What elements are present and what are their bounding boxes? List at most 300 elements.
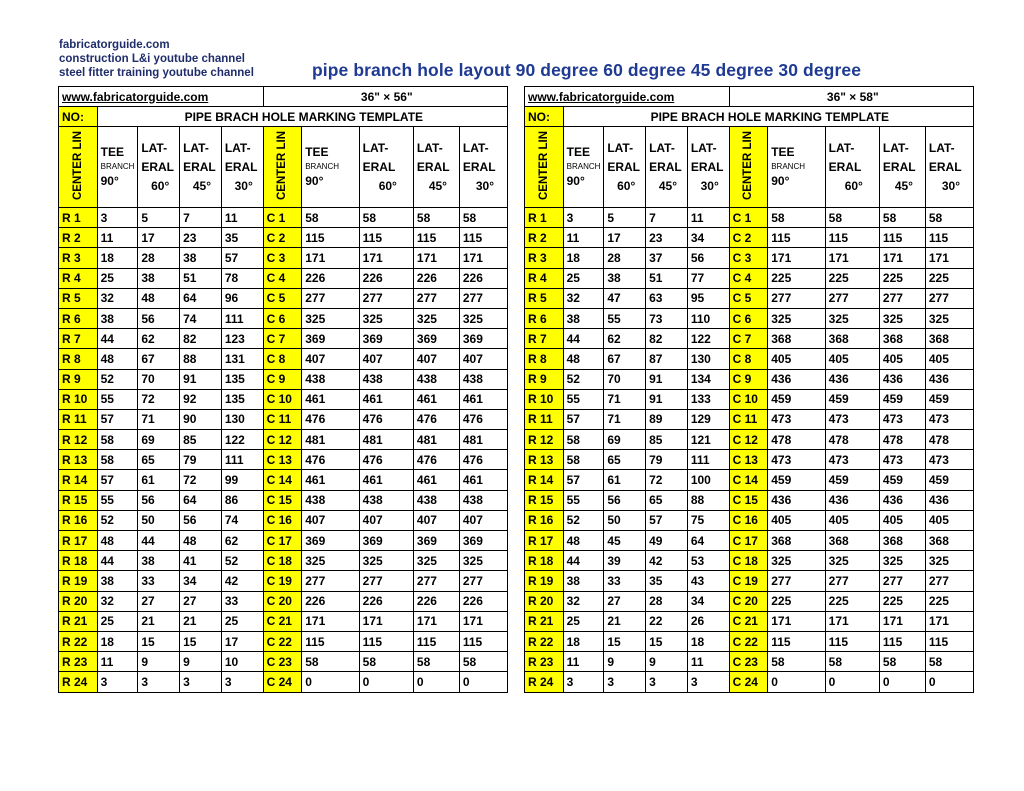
table-cell: 87 <box>646 349 688 369</box>
table-row <box>525 490 974 510</box>
table-cell: 121 <box>687 430 729 450</box>
row-label: C 1 <box>263 208 302 228</box>
row-label: C 19 <box>729 571 768 591</box>
row-label: R 20 <box>59 591 98 611</box>
table-cell: 38 <box>138 268 180 288</box>
table-cell: 459 <box>825 389 879 409</box>
table-cell: 115 <box>925 631 973 651</box>
table-cell: 459 <box>925 389 973 409</box>
center-line-header-c <box>263 127 302 208</box>
table-cell: 225 <box>768 268 825 288</box>
row-label: R 18 <box>59 551 98 571</box>
table-cell: 62 <box>604 329 646 349</box>
table-cell: 481 <box>459 430 507 450</box>
table-cell: 461 <box>359 470 413 490</box>
template-title: PIPE BRACH HOLE MARKING TEMPLATE <box>563 107 973 127</box>
row-label: R 19 <box>59 571 98 591</box>
deg-30: 30° <box>234 178 253 193</box>
table-cell: 58 <box>413 208 459 228</box>
table-cell: 35 <box>221 228 263 248</box>
row-label: R 7 <box>525 329 564 349</box>
table-row <box>59 571 508 591</box>
row-label: R 12 <box>59 430 98 450</box>
table-cell: 38 <box>97 308 138 328</box>
row-label: R 22 <box>525 631 564 651</box>
table-cell: 61 <box>138 470 180 490</box>
deg-30: 30° <box>700 178 719 193</box>
table-cell: 71 <box>138 409 180 429</box>
table-cell: 17 <box>138 228 180 248</box>
table-cell: 55 <box>563 389 604 409</box>
table-cell: 25 <box>97 611 138 631</box>
row-label: C 13 <box>729 450 768 470</box>
table-cell: 72 <box>180 470 222 490</box>
row-label: C 12 <box>729 430 768 450</box>
table-cell: 32 <box>97 591 138 611</box>
table-cell: 88 <box>180 349 222 369</box>
table-cell: 3 <box>180 672 222 692</box>
row-label: C 21 <box>263 611 302 631</box>
table-row <box>525 571 974 591</box>
table-cell: 325 <box>413 551 459 571</box>
table-cell: 459 <box>825 470 879 490</box>
table-cell: 11 <box>687 208 729 228</box>
table-cell: 92 <box>180 389 222 409</box>
table-cell: 226 <box>359 591 413 611</box>
table-cell: 461 <box>302 470 359 490</box>
table-cell: 368 <box>925 329 973 349</box>
table-cell: 226 <box>359 268 413 288</box>
table-cell: 368 <box>825 329 879 349</box>
website-link[interactable]: www.fabricatorguide.com <box>525 87 730 107</box>
row-label: R 1 <box>59 208 98 228</box>
table-cell: 48 <box>563 349 604 369</box>
table-cell: 115 <box>413 228 459 248</box>
table-cell: 134 <box>687 369 729 389</box>
table-cell: 476 <box>413 409 459 429</box>
row-label: C 2 <box>729 228 768 248</box>
table-cell: 476 <box>413 450 459 470</box>
table-cell: 37 <box>646 248 688 268</box>
table-cell: 171 <box>359 611 413 631</box>
table-cell: 225 <box>925 591 973 611</box>
row-label: C 14 <box>729 470 768 490</box>
table-cell: 55 <box>97 389 138 409</box>
table-cell: 438 <box>413 490 459 510</box>
table-cell: 57 <box>646 510 688 530</box>
table-cell: 56 <box>138 490 180 510</box>
table-cell: 18 <box>97 248 138 268</box>
row-label: R 15 <box>525 490 564 510</box>
table-cell: 0 <box>413 672 459 692</box>
row-label: R 18 <box>525 551 564 571</box>
row-label: C 16 <box>263 510 302 530</box>
eral-label: ERAL <box>462 159 496 174</box>
table-cell: 57 <box>97 409 138 429</box>
table-cell: 438 <box>302 369 359 389</box>
table-cell: 0 <box>359 672 413 692</box>
table-cell: 325 <box>825 308 879 328</box>
table-cell: 461 <box>413 470 459 490</box>
row-label: R 23 <box>59 652 98 672</box>
table-cell: 11 <box>97 228 138 248</box>
table-cell: 473 <box>925 409 973 429</box>
table-cell: 478 <box>825 430 879 450</box>
table-cell: 28 <box>646 591 688 611</box>
col-lateral-45-c <box>413 127 459 208</box>
table-cell: 171 <box>825 248 879 268</box>
table-cell: 64 <box>687 531 729 551</box>
template-title: PIPE BRACH HOLE MARKING TEMPLATE <box>97 107 507 127</box>
deg-30: 30° <box>475 178 494 193</box>
table-cell: 58 <box>97 430 138 450</box>
table-row <box>59 430 508 450</box>
table-cell: 71 <box>604 409 646 429</box>
table-cell: 34 <box>180 571 222 591</box>
table-cell: 325 <box>302 551 359 571</box>
row-label: C 3 <box>729 248 768 268</box>
table-cell: 90 <box>180 409 222 429</box>
branch-label: BRANCH <box>305 162 339 171</box>
table-cell: 11 <box>563 228 604 248</box>
deg-60: 60° <box>378 178 397 193</box>
row-label: C 7 <box>729 329 768 349</box>
table-cell: 33 <box>138 571 180 591</box>
row-label: R 2 <box>525 228 564 248</box>
table-cell: 44 <box>563 551 604 571</box>
row-label: R 3 <box>525 248 564 268</box>
table-cell: 44 <box>138 531 180 551</box>
table-cell: 3 <box>97 672 138 692</box>
row-label: C 24 <box>263 672 302 692</box>
table-cell: 21 <box>180 611 222 631</box>
table-row <box>59 652 508 672</box>
row-label: C 13 <box>263 450 302 470</box>
table-cell: 27 <box>180 591 222 611</box>
row-label: C 8 <box>263 349 302 369</box>
table-cell: 0 <box>768 672 825 692</box>
table-cell: 438 <box>302 490 359 510</box>
table-cell: 481 <box>302 430 359 450</box>
row-label: R 11 <box>59 409 98 429</box>
col-lateral-30-c <box>925 127 973 208</box>
row-label: R 6 <box>59 308 98 328</box>
table-cell: 52 <box>221 551 263 571</box>
table-cell: 48 <box>563 531 604 551</box>
table-cell: 481 <box>359 430 413 450</box>
table-cell: 405 <box>879 510 925 530</box>
table-cell: 63 <box>646 288 688 308</box>
table-cell: 43 <box>687 571 729 591</box>
row-label: R 17 <box>525 531 564 551</box>
table-cell: 368 <box>768 329 825 349</box>
table-cell: 11 <box>221 208 263 228</box>
table-cell: 369 <box>413 329 459 349</box>
row-label: C 18 <box>263 551 302 571</box>
row-label: C 11 <box>729 409 768 429</box>
table-cell: 110 <box>687 308 729 328</box>
table-cell: 473 <box>825 409 879 429</box>
table-cell: 25 <box>563 611 604 631</box>
row-label: C 19 <box>263 571 302 591</box>
table-cell: 130 <box>687 349 729 369</box>
table-cell: 277 <box>879 571 925 591</box>
center-line-label: CENTER LIN <box>742 131 755 200</box>
table-cell: 226 <box>413 591 459 611</box>
table-cell: 74 <box>180 308 222 328</box>
table-cell: 58 <box>563 430 604 450</box>
table-cell: 277 <box>459 571 507 591</box>
table-cell: 82 <box>646 329 688 349</box>
eral-label: ERAL <box>416 159 450 174</box>
table-cell: 473 <box>768 450 825 470</box>
table-cell: 459 <box>768 470 825 490</box>
table-cell: 481 <box>413 430 459 450</box>
table-row <box>59 631 508 651</box>
table-row <box>525 531 974 551</box>
table-cell: 407 <box>359 510 413 530</box>
table-cell: 85 <box>180 430 222 450</box>
table-cell: 65 <box>604 450 646 470</box>
deg-90: 90° <box>771 174 790 188</box>
table-cell: 405 <box>925 349 973 369</box>
center-line-header-c <box>729 127 768 208</box>
table-cell: 135 <box>221 369 263 389</box>
table-cell: 459 <box>925 470 973 490</box>
table-cell: 58 <box>359 652 413 672</box>
table-cell: 122 <box>687 329 729 349</box>
table-cell: 171 <box>459 611 507 631</box>
table-row <box>525 329 974 349</box>
table-cell: 17 <box>221 631 263 651</box>
table-row <box>525 672 974 692</box>
table-cell: 11 <box>563 652 604 672</box>
table-cell: 15 <box>604 631 646 651</box>
col-tee-90 <box>97 127 138 208</box>
table-cell: 64 <box>180 288 222 308</box>
row-label: R 13 <box>525 450 564 470</box>
table-cell: 38 <box>180 248 222 268</box>
row-label: C 9 <box>729 369 768 389</box>
eral-label: ERAL <box>183 159 216 174</box>
table-cell: 56 <box>687 248 729 268</box>
table-cell: 23 <box>180 228 222 248</box>
table-cell: 55 <box>97 490 138 510</box>
table-cell: 171 <box>879 611 925 631</box>
center-line-header-r <box>59 127 98 208</box>
table-cell: 58 <box>413 652 459 672</box>
table-row <box>525 228 974 248</box>
table-row <box>525 308 974 328</box>
table-cell: 369 <box>459 531 507 551</box>
row-label: R 8 <box>525 349 564 369</box>
table-cell: 52 <box>563 369 604 389</box>
table-cell: 3 <box>563 208 604 228</box>
table-row <box>59 591 508 611</box>
table-cell: 476 <box>302 450 359 470</box>
table-cell: 368 <box>879 531 925 551</box>
table-cell: 111 <box>221 450 263 470</box>
table-cell: 44 <box>97 329 138 349</box>
table-cell: 277 <box>879 288 925 308</box>
table-cell: 171 <box>302 248 359 268</box>
col-lateral-30 <box>687 127 729 208</box>
table-cell: 225 <box>925 268 973 288</box>
table-cell: 58 <box>302 652 359 672</box>
table-cell: 115 <box>302 631 359 651</box>
table-cell: 7 <box>180 208 222 228</box>
table-row <box>525 248 974 268</box>
table-cell: 405 <box>768 349 825 369</box>
row-label: C 22 <box>263 631 302 651</box>
row-label: R 14 <box>59 470 98 490</box>
table-row <box>59 611 508 631</box>
table-cell: 69 <box>604 430 646 450</box>
table-cell: 58 <box>925 208 973 228</box>
table-row <box>59 208 508 228</box>
table-cell: 325 <box>925 551 973 571</box>
table-cell: 79 <box>180 450 222 470</box>
table-cell: 51 <box>646 268 688 288</box>
table-cell: 58 <box>97 450 138 470</box>
table-cell: 32 <box>563 591 604 611</box>
table-cell: 58 <box>768 652 825 672</box>
table-cell: 325 <box>459 551 507 571</box>
table-cell: 3 <box>221 672 263 692</box>
table-row <box>59 288 508 308</box>
table-cell: 58 <box>302 208 359 228</box>
row-label: R 5 <box>525 288 564 308</box>
row-label: R 3 <box>59 248 98 268</box>
table-row <box>525 631 974 651</box>
table-cell: 38 <box>563 571 604 591</box>
lat-label: LAT- <box>224 140 251 155</box>
table-cell: 407 <box>302 349 359 369</box>
table-cell: 473 <box>768 409 825 429</box>
table-cell: 52 <box>97 510 138 530</box>
eral-label: ERAL <box>928 159 962 174</box>
table-cell: 436 <box>879 369 925 389</box>
row-label: C 6 <box>263 308 302 328</box>
table-row <box>525 288 974 308</box>
table-cell: 368 <box>879 329 925 349</box>
lat-label: LAT- <box>882 140 909 155</box>
table-row <box>59 672 508 692</box>
table-cell: 67 <box>138 349 180 369</box>
table-cell: 461 <box>359 389 413 409</box>
table-cell: 27 <box>604 591 646 611</box>
table-cell: 64 <box>180 490 222 510</box>
table-row <box>59 248 508 268</box>
lat-label: LAT- <box>362 140 389 155</box>
row-label: C 5 <box>263 288 302 308</box>
table-cell: 58 <box>768 208 825 228</box>
table-cell: 88 <box>687 490 729 510</box>
row-label: R 16 <box>525 510 564 530</box>
row-label: R 13 <box>59 450 98 470</box>
table-cell: 405 <box>825 510 879 530</box>
deg-90: 90° <box>100 174 119 188</box>
table-cell: 21 <box>138 611 180 631</box>
table-cell: 130 <box>221 409 263 429</box>
table-cell: 325 <box>825 551 879 571</box>
table-cell: 476 <box>359 450 413 470</box>
tee-label: TEE <box>566 145 590 159</box>
row-label: C 8 <box>729 349 768 369</box>
table-cell: 171 <box>825 611 879 631</box>
col-lateral-60 <box>604 127 646 208</box>
row-label: C 3 <box>263 248 302 268</box>
row-label: C 6 <box>729 308 768 328</box>
table-cell: 0 <box>459 672 507 692</box>
table-cell: 7 <box>646 208 688 228</box>
pipe-size: 36" × 58" <box>729 87 973 107</box>
table-cell: 407 <box>459 510 507 530</box>
table-cell: 171 <box>879 248 925 268</box>
col-lateral-30 <box>221 127 263 208</box>
table-cell: 405 <box>879 349 925 369</box>
table-cell: 115 <box>359 631 413 651</box>
col-lateral-45-c <box>879 127 925 208</box>
table-cell: 277 <box>302 288 359 308</box>
table-cell: 277 <box>825 571 879 591</box>
table-cell: 277 <box>925 288 973 308</box>
table-cell: 82 <box>180 329 222 349</box>
row-label: R 6 <box>525 308 564 328</box>
row-label: C 23 <box>263 652 302 672</box>
table-row <box>525 591 974 611</box>
table-cell: 38 <box>563 308 604 328</box>
table-cell: 473 <box>879 409 925 429</box>
eral-label: ERAL <box>690 159 724 174</box>
branch-label: BRANCH <box>566 162 601 171</box>
row-label: C 21 <box>729 611 768 631</box>
table-cell: 35 <box>646 571 688 591</box>
table-cell: 135 <box>221 389 263 409</box>
col-lateral-30-c <box>459 127 507 208</box>
lat-label: LAT- <box>141 140 168 155</box>
table-cell: 369 <box>359 531 413 551</box>
row-label: C 15 <box>729 490 768 510</box>
table-cell: 459 <box>879 389 925 409</box>
table-cell: 55 <box>604 308 646 328</box>
table-row <box>525 652 974 672</box>
table-cell: 436 <box>825 490 879 510</box>
table-cell: 407 <box>359 349 413 369</box>
table-cell: 18 <box>563 248 604 268</box>
table-cell: 325 <box>413 308 459 328</box>
row-label: C 24 <box>729 672 768 692</box>
table-cell: 3 <box>97 208 138 228</box>
table-cell: 115 <box>459 631 507 651</box>
table-row <box>525 349 974 369</box>
table-cell: 225 <box>768 591 825 611</box>
table-cell: 72 <box>138 389 180 409</box>
table-row <box>59 228 508 248</box>
website-link[interactable]: www.fabricatorguide.com <box>59 87 264 107</box>
deg-90: 90° <box>566 174 585 188</box>
hole-template-table-56 <box>58 86 508 693</box>
table-cell: 3 <box>646 672 688 692</box>
table-cell: 461 <box>302 389 359 409</box>
table-row <box>59 369 508 389</box>
table-cell: 123 <box>221 329 263 349</box>
table-cell: 56 <box>138 308 180 328</box>
table-cell: 171 <box>925 611 973 631</box>
table-cell: 9 <box>646 652 688 672</box>
row-label: C 4 <box>729 268 768 288</box>
table-cell: 57 <box>221 248 263 268</box>
